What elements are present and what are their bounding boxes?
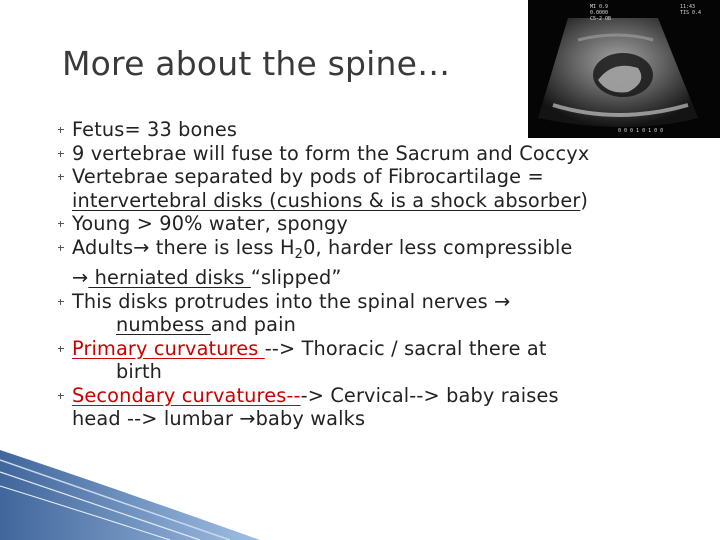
list-item [58,118,668,142]
bullet-icon [58,245,63,250]
list-item [58,384,668,431]
bullet-text: ) [580,188,589,212]
bullet-text-underlined: herniated disks [88,266,251,289]
bullet-text: Young > 90% water, spongy [72,212,348,235]
bullet-text: there is less H [149,235,295,259]
bullet-icon [58,221,63,226]
bullet-icon [58,393,63,398]
ultrasound-left-text: MI 0.9 0.0000 C5-2 OB [590,4,612,22]
bullet-text-red: Secondary curvatures-- [72,383,301,407]
bullet-text: head --> lumbar [72,407,240,430]
bullet-text: “slipped” [250,266,342,289]
ultrasound-right-text: 11:43 TIS 0.4 [680,4,702,16]
list-item [58,290,668,337]
list-item [58,142,668,166]
list-item [58,165,668,212]
bullet-text: --> Thoracic / sacral there at [264,336,547,360]
bullet-text-red: Primary curvatures [72,336,265,360]
corner-decoration [0,450,720,540]
list-item [58,212,668,236]
ultrasound-bottom-text: 0 0 0 1 0 1 0 0 [618,128,664,134]
subscript: 2 [294,246,304,262]
bullet-list [58,118,668,431]
bullet-icon [58,346,63,351]
arrow-icon: → [133,235,150,259]
bullet-text: and pain [210,313,296,336]
bullet-text: Vertebrae separated by pods of Fibrocartilage = [72,165,544,188]
bullet-text: baby walks [255,407,366,430]
bullet-icon [58,174,63,179]
slide-title: More about the spine… [62,44,451,83]
bullet-text: Adults [72,235,134,259]
bullet-text: 9 vertebrae will fuse to form the Sacrum and Coccyx [72,141,590,165]
arrow-icon: → [239,407,256,430]
bullet-text: This disks protrudes into the spinal nerves → [72,289,511,313]
bullet-icon [58,127,63,132]
bullet-text-underlined: numbess [116,313,211,336]
bullet-text: Fetus= 33 bones [72,118,238,141]
bullet-text-underlined: intervertebral disks (cushions & is a shock absorber [72,188,581,212]
arrow-icon: → [72,266,89,289]
list-item [58,236,668,290]
list-item [58,337,668,384]
bullet-text: 0, harder less compressible [303,235,573,259]
bullet-icon [58,299,63,304]
bullet-icon [58,151,63,156]
bullet-text: birth [116,360,163,383]
bullet-text: -> Cervical--> baby raises [300,383,559,407]
